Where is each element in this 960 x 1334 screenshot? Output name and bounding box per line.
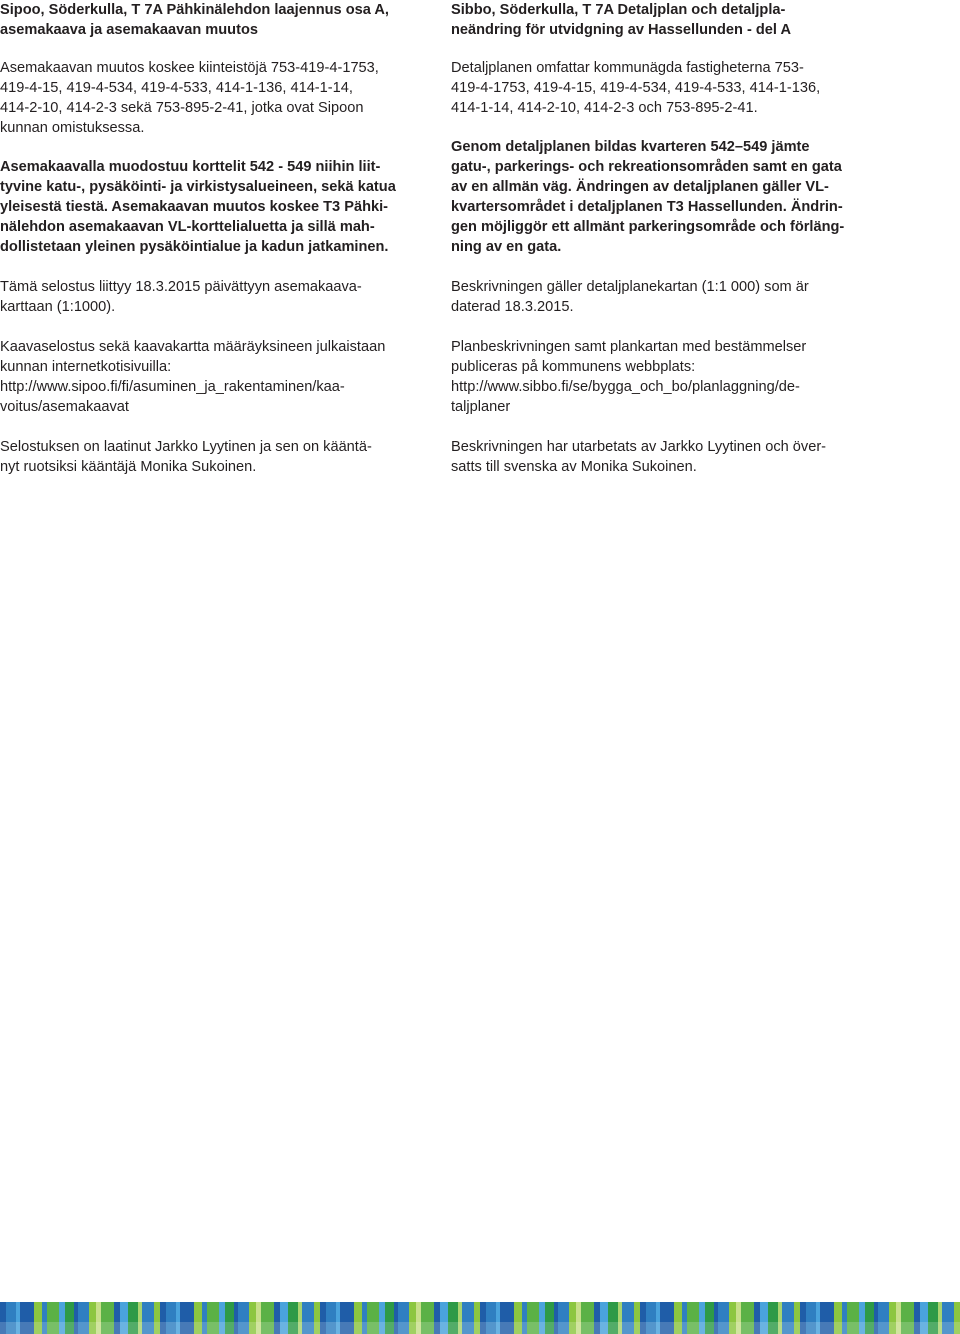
swedish-para-website: Planbeskrivningen samt plankartan med bestämmelser publiceras på kommunens webbplats: http://www.sibbo.fi/se/bygga_och_bo/planlaggning/de- taljplaner bbox=[451, 339, 807, 415]
swedish-para-author: Beskrivningen har utarbetats av Jarkko Lyytinen och över- satts till svenska av Monika Sukoinen. bbox=[451, 439, 827, 475]
finnish-heading: Sipoo, Söderkulla, T 7A Pähkinälehdon laajennus osa A, asemakaava ja asemakaavan muutos bbox=[0, 2, 389, 38]
swedish-para-date: Beskrivningen gäller detaljplanekartan (1:1 000) som är daterad 18.3.2015. bbox=[451, 279, 809, 315]
finnish-para-blocks: Asemakaavalla muodostuu korttelit 542 - 549 niihin liit- tyvine katu-, pysäköinti- ja virkistysalueineen, sekä katua yleisestä tiestä. Asemakaavan muutos koskee T3 Pähki- nälehdon asemakaavan VL-korttelialuetta ja sillä mah- dollistetaan yleinen pysäköintialue ja kadun jatkaminen. bbox=[0, 159, 396, 255]
footer-stripes bbox=[0, 1302, 960, 1334]
finnish-para-properties: Asemakaavan muutos koskee kiinteistöjä 753-419-4-1753, 419-4-15, 419-4-534, 419-4-533, 414-1-136, 414-1-14, 414-2-10, 414-2-3 sekä 753-895-2-41, jotka ovat Sipoon kunnan omistuksessa. bbox=[0, 60, 379, 136]
swedish-para-properties: Detaljplanen omfattar kommunägda fastigheterna 753- 419-4-1753, 419-4-15, 419-4-534, 419-4-533, 414-1-136, 414-1-14, 414-2-10, 414-2-3 och 753-895-2-41. bbox=[451, 60, 821, 116]
finnish-para-website: Kaavaselostus sekä kaavakartta määräyksineen julkaistaan kunnan internetkotisivuilla: http://www.sipoo.fi/fi/asuminen_ja_rakentaminen/kaa- voitus/asemakaavat bbox=[0, 339, 386, 415]
finnish-para-date: Tämä selostus liittyy 18.3.2015 päivättyyn asemakaava- karttaan (1:1000). bbox=[0, 279, 362, 315]
footer-color-bar bbox=[0, 1302, 960, 1334]
finnish-para-author: Selostuksen on laatinut Jarkko Lyytinen ja sen on kääntä- nyt ruotsiksi kääntäjä Monika Sukoinen. bbox=[0, 439, 372, 475]
swedish-heading: Sibbo, Söderkulla, T 7A Detaljplan och detaljpla- neändring för utvidgning av Hassellunden - del A bbox=[451, 2, 792, 38]
swedish-para-blocks: Genom detaljplanen bildas kvarteren 542–549 jämte gatu-, parkerings- och rekreationsområden samt en gata av en allmän väg. Ändringen av detaljplanen gäller VL- kvartersområdet i detaljplanen T3 Hassellunden. Ändrin- gen möjliggör ett allmänt parkeringsområde och förläng- ning av en gata. bbox=[451, 139, 845, 255]
footer-stripe-overlay bbox=[0, 1322, 960, 1334]
